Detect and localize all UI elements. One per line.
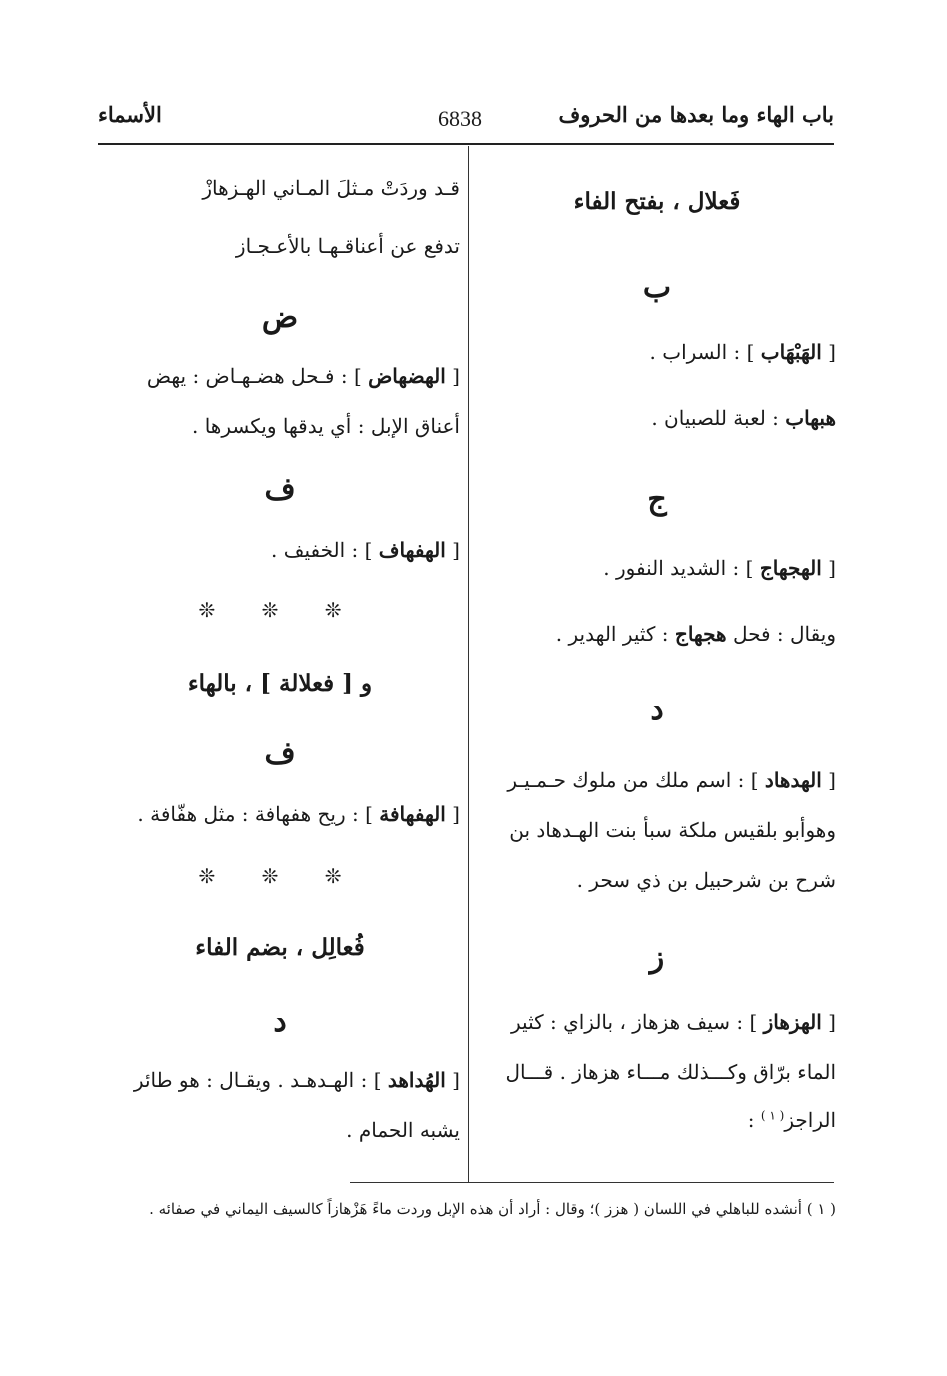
- column-divider: [468, 146, 469, 1183]
- entry-habhab-2: [478, 406, 836, 430]
- verse-line-2: تدفع عن أعناقـهـا بالأعـجـاز: [235, 234, 460, 258]
- subsection-headword: فعلالة: [279, 670, 335, 697]
- entry-headword: هجهاج: [674, 622, 727, 646]
- header-rule: [98, 143, 834, 145]
- letter-heading-d: د: [650, 692, 664, 727]
- entry-prefix: ويقال : فحل: [726, 622, 836, 646]
- entry-headword: الهُداهد: [387, 1068, 446, 1092]
- section-heading: فَعلال ، بفتح الفاء: [573, 188, 741, 215]
- entry-hudahid-line-1: [ الهُداهد ] : الهـدهـد . ويقـال : هو طائر: [133, 1068, 460, 1092]
- footnote-rule: [350, 1182, 834, 1183]
- letter-heading-z: ز: [649, 940, 665, 975]
- entry-hudahid-line-2: يشبه الحمام .: [346, 1118, 460, 1142]
- separator-stars-2: ❊ ❊ ❊: [198, 864, 362, 888]
- entry-colon: :: [747, 1108, 761, 1132]
- entry-hajhaj-2: [478, 622, 836, 646]
- entry-hadhad-line-3: شرح بن شرحبيل بن ذي سحر .: [576, 868, 836, 892]
- section-heading-2: فُعالِل ، بضم الفاء: [195, 934, 365, 961]
- entry-definition: : كثير الهدير .: [555, 622, 675, 646]
- letter-heading-b: ب: [642, 270, 672, 305]
- entry-definition: ] : اسم ملك من ملوك حـمـيـر: [507, 768, 765, 792]
- entry-hafhafa: [ الهفهافة ] : ريح هفهافة : مثل هفّافة .: [137, 802, 460, 826]
- footnote-ref: ( ١ ): [760, 1108, 785, 1123]
- entry-hazhaz-line-2: الماء برّاق وكـــذلك مـــاء هزهاز . قـــال: [505, 1060, 836, 1084]
- entry-definition: ] : فـحل هضـهـاض : يهض: [146, 364, 369, 388]
- entry-headword: هبهاب: [785, 406, 836, 430]
- entry-definition: ] : السراب .: [649, 340, 761, 364]
- separator-stars: ❊ ❊ ❊: [198, 598, 362, 622]
- entry-headword: الهفهاف: [378, 538, 446, 562]
- page-number: 6838: [438, 106, 482, 131]
- entry-hadhad-line-2: أعناق الإبل : أي يدقها ويكسرها .: [192, 414, 460, 438]
- verse-line-1: قـد وردَتْ مـثلَ المـاني الهـزهازْ: [202, 176, 460, 200]
- footnote: ( ١ ) أنشده للباهلي في اللسان ( هزز )؛ وقال : أراد أن هذه الإبل وردت ماءً هَزْهازاً كالسيف اليماني في صفائه .: [149, 1200, 836, 1218]
- letter-heading-f-2: ف: [264, 736, 296, 771]
- letter-heading-j: ج: [647, 482, 667, 517]
- entry-text: الراجز: [784, 1108, 836, 1132]
- entry-hazhaz-line-3: [478, 1108, 836, 1132]
- entry-headword: الهجهاج: [759, 556, 822, 580]
- entry-headword: الهزهاز: [763, 1010, 822, 1034]
- entry-hadhad-line-1: [ الهضهاض ] : فـحل هضـهـاض : يهض: [146, 364, 460, 388]
- entry-hajhaj: [ الهجهاج ] : الشديد النفور .: [603, 556, 836, 580]
- letter-heading-dad: ض: [261, 300, 299, 335]
- entry-headword: الهفهافة: [379, 802, 446, 826]
- entry-hadhad-line-1: [ الهدهاد ] : اسم ملك من ملوك حـمـيـر: [507, 768, 836, 792]
- entry-definition: : لعبة للصبيان .: [651, 406, 786, 430]
- entry-hazhaz-line-1: [ الهزهاز ] : سيف هزهاز ، بالزاي : كثير: [511, 1010, 836, 1034]
- entry-habhab: [ الهَبْهَاب ] : السراب .: [649, 340, 836, 364]
- entry-definition: ] : الخفيف .: [271, 538, 379, 562]
- page-header: [98, 100, 834, 142]
- section-title: الأسماء: [98, 102, 162, 127]
- entry-definition: ] : سيف هزهاز ، بالزاي : كثير: [511, 1010, 764, 1034]
- letter-heading-d-2: د: [273, 1004, 287, 1039]
- subsection-prefix: و [: [334, 670, 373, 697]
- entry-headword: الهَبْهَاب: [760, 340, 822, 364]
- subsection-heading: [100, 670, 460, 697]
- subsection-suffix: ] ، بالهاء: [187, 670, 279, 697]
- entry-definition: ] : الهـدهـد . ويقـال : هو طائر: [133, 1068, 388, 1092]
- entry-definition: ] : الشديد النفور .: [603, 556, 760, 580]
- entry-hadhad-line-2: وهوأبو بلقيس ملكة سبأ بنت الهـدهاد بن: [509, 818, 836, 842]
- entry-hafhaf: [ الهفهاف ] : الخفيف .: [271, 538, 460, 562]
- letter-heading-f: ف: [264, 472, 296, 507]
- chapter-title: باب الهاء وما بعدها من الحروف: [558, 102, 834, 127]
- entry-definition: ] : ريح هفهافة : مثل هفّافة .: [137, 802, 380, 826]
- entry-headword: الهدهاد: [764, 768, 822, 792]
- entry-headword: الهضهاض: [368, 364, 446, 388]
